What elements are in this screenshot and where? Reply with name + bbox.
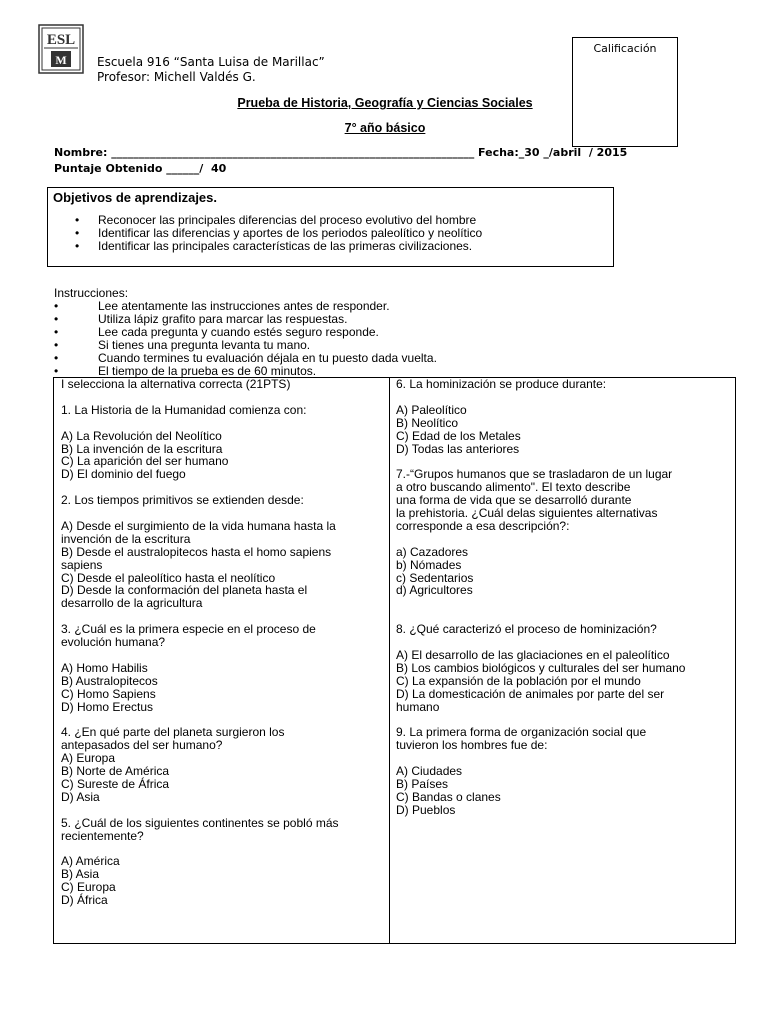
question-line: I selecciona la alternativa correcta (21PTS) — [61, 377, 291, 391]
objectives-list — [75, 214, 482, 253]
question-line: una forma de vida que se desarrolló durante — [396, 493, 632, 508]
school-info — [97, 55, 325, 85]
question-line: c) Sedentarios — [396, 570, 474, 585]
name-date-line[interactable]: Nombre: __________________________________________________________________ Fecha:_30 _/abril / 2015 — [54, 146, 628, 159]
question-line: recientemente? — [61, 828, 144, 843]
grade-label: Calificación — [593, 42, 657, 55]
question-line — [396, 391, 734, 404]
question-line: 2. Los tiempos primitivos se extienden desde: — [61, 493, 304, 508]
question-line: A) América — [61, 854, 120, 869]
column-divider — [389, 378, 390, 943]
question-line — [61, 507, 385, 520]
score-line: Puntaje Obtenido ______/ 40 — [54, 162, 227, 175]
question-line: A) Paleolítico — [396, 402, 467, 417]
instruction-item: • Lee atentamente las instrucciones antes de responder. — [54, 300, 437, 313]
teacher-name: Profesor: Michell Valdés G. — [97, 70, 256, 84]
question-line: tuvieron los hombres fue de: — [396, 738, 548, 753]
question-line: sapiens — [61, 557, 103, 572]
question-line: D) El dominio del fuego — [61, 467, 186, 482]
question-line: A) Homo Habilis — [61, 660, 148, 675]
question-line: 5. ¿Cuál de los siguientes continentes se pobló más — [61, 815, 339, 830]
question-line: D) Asia — [61, 789, 100, 804]
svg-text:M: M — [55, 53, 67, 67]
question-line: desarrollo de la agricultura — [61, 596, 203, 611]
objective-item: • Identificar las diferencias y aportes de los periodos paleolítico y neolítico — [75, 227, 482, 240]
objectives-heading: Objetivos de aprendizajes. — [53, 190, 217, 205]
question-line: D) Homo Erectus — [61, 699, 154, 714]
question-line — [396, 636, 734, 649]
question-line — [396, 597, 734, 610]
question-line: 8. ¿Qué caracterizó el proceso de hominización? — [396, 622, 657, 637]
question-line: C) Bandas o clanes — [396, 789, 501, 804]
question-line — [396, 533, 734, 546]
questions-table — [53, 377, 736, 944]
question-line — [61, 804, 385, 817]
question-line: B) Los cambios biológicos y culturales del ser humano — [396, 660, 686, 675]
test-grade-level: 7° año básico — [344, 121, 426, 135]
instructions-heading: Instrucciones: — [54, 286, 129, 300]
question-line: A) La Revolución del Neolítico — [61, 428, 222, 443]
instructions — [54, 287, 437, 378]
question-line: C) Sureste de África — [61, 776, 170, 791]
question-line: B) Australopitecos — [61, 673, 158, 688]
svg-text:ESL: ESL — [46, 32, 76, 48]
question-line: 3. ¿Cuál es la primera especie en el proceso de — [61, 622, 316, 637]
question-line: C) Edad de los Metales — [396, 428, 521, 443]
instruction-item: • Cuando termines tu evaluación déjala en tu puesto dada vuelta. — [54, 352, 437, 365]
question-line: C) La expansión de la población por el mundo — [396, 673, 641, 688]
question-line: d) Agricultores — [396, 583, 473, 598]
question-line: D) Desde la conformación del planeta hasta el — [61, 583, 308, 598]
question-line: 1. La Historia de la Humanidad comienza con: — [61, 402, 307, 417]
objectives-box — [47, 187, 614, 267]
questions-right-column — [396, 378, 734, 817]
question-line: B) Desde el australopitecos hasta el homo sapiens — [61, 544, 332, 559]
question-line: 6. La hominización se produce durante: — [396, 377, 607, 391]
question-line: B) Países — [396, 776, 449, 791]
question-line: A) El desarrollo de las glaciaciones en el paleolítico — [396, 647, 670, 662]
instruction-item: • Lee cada pregunta y cuando estés seguro responde. — [54, 326, 437, 339]
question-line: la prehistoria. ¿Cuál delas siguientes alternativas — [396, 506, 658, 521]
question-line: A) Ciudades — [396, 764, 463, 779]
question-line: A) Europa — [61, 751, 116, 766]
question-line: invención de la escritura — [61, 531, 191, 546]
school-crest-icon — [38, 24, 84, 74]
question-line: B) Neolítico — [396, 415, 459, 430]
question-line: 4. ¿En qué parte del planeta surgieron los — [61, 725, 285, 740]
question-line: D) La domesticación de animales por parte del ser — [396, 686, 665, 701]
objective-item: • Identificar las principales características de las primeras civilizaciones. — [75, 240, 482, 253]
question-line: a) Cazadores — [396, 544, 469, 559]
question-line: C) Homo Sapiens — [61, 686, 156, 701]
test-title: Prueba de Historia, Geografía y Ciencias Sociales — [237, 96, 533, 110]
question-line: C) Europa — [61, 880, 116, 895]
question-line: C) Desde el paleolítico hasta el neolítico — [61, 570, 276, 585]
question-line: corresponde a esa descripción?: — [396, 518, 570, 533]
question-line: 9. La primera forma de organización social que — [396, 725, 647, 740]
question-line: D) África — [61, 893, 108, 908]
question-line: evolución humana? — [61, 635, 166, 650]
question-line: A) Desde el surgimiento de la vida humana hasta la — [61, 518, 336, 533]
question-line: D) Todas las anteriores — [396, 441, 520, 456]
instructions-list — [54, 300, 437, 378]
question-line — [61, 649, 385, 662]
question-line: antepasados del ser humano? — [61, 738, 223, 753]
school-name: Escuela 916 “Santa Luisa de Marillac” — [97, 55, 325, 69]
question-line: D) Pueblos — [396, 802, 456, 817]
question-line: B) Asia — [61, 867, 100, 882]
question-line — [61, 391, 385, 404]
question-line: humano — [396, 699, 440, 714]
question-line — [61, 417, 385, 430]
question-line: B) La invención de la escritura — [61, 441, 223, 456]
questions-left-column — [61, 378, 385, 907]
question-line: 7.-“Grupos humanos que se trasladaron de un lugar — [396, 467, 673, 482]
question-line: C) La aparición del ser humano — [61, 454, 229, 469]
instruction-item: • Si tienes una pregunta levanta tu mano. — [54, 339, 437, 352]
instruction-item: • El tiempo de la prueba es de 60 minutos. — [54, 365, 437, 378]
objective-item: • Reconocer las principales diferencias del proceso evolutivo del hombre — [75, 214, 482, 227]
school-logo — [38, 24, 84, 74]
instruction-item: • Utiliza lápiz grafito para marcar las respuestas. — [54, 313, 437, 326]
question-line: a otro buscando alimento". El texto describe — [396, 480, 631, 495]
question-line: b) Nómades — [396, 557, 462, 572]
question-line: B) Norte de América — [61, 764, 170, 779]
